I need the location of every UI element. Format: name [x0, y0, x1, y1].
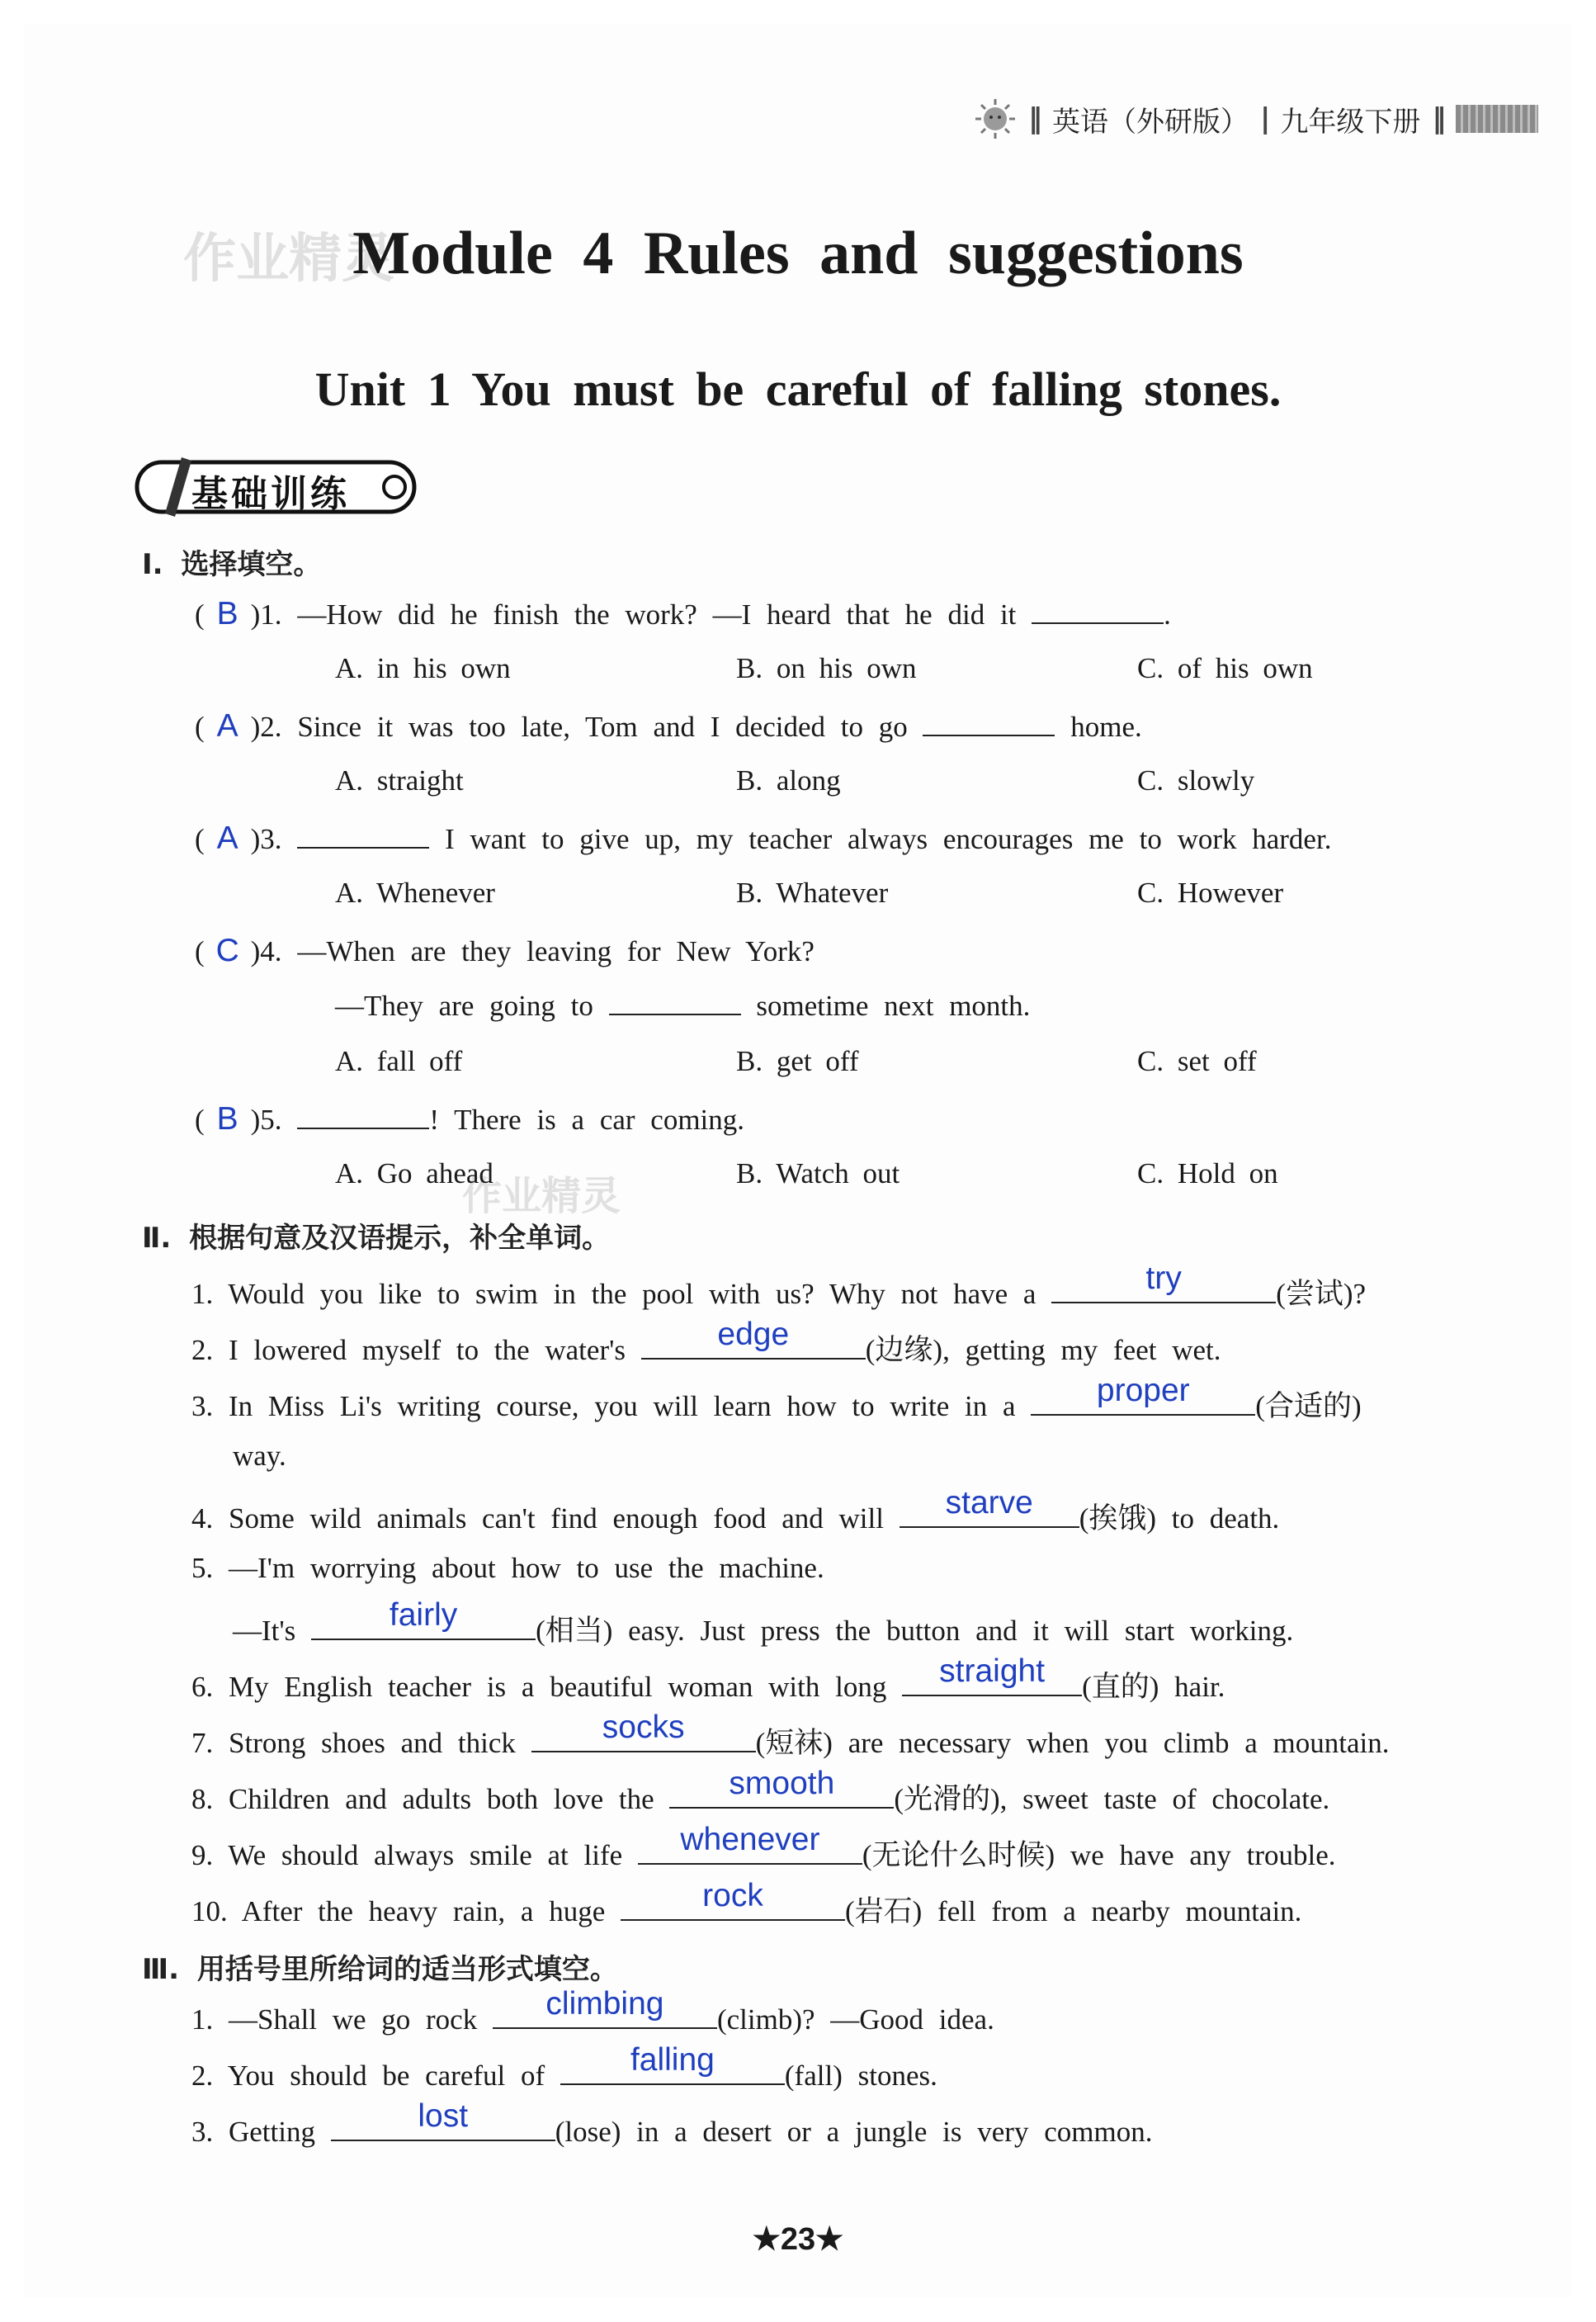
item-text: 3. Getting	[191, 2116, 315, 2148]
answer-blank[interactable]	[1051, 1260, 1276, 1303]
option-a: A. fall off	[335, 1045, 463, 1077]
badge-label: 基础训练	[191, 473, 350, 515]
item-hint: (climb)? —Good idea.	[716, 2003, 994, 2036]
option-a: A. straight	[335, 764, 464, 797]
question-text: home.	[1070, 711, 1142, 743]
item-hint: (合适的)	[1255, 1390, 1362, 1422]
answer-text: rock	[702, 1878, 763, 1913]
module-title: Module 4 Rules and suggestions	[352, 220, 1244, 287]
watermark: 作业精灵	[462, 1173, 621, 1219]
answer-blank[interactable]	[638, 1822, 862, 1865]
item-text: 2. I lowered myself to the water's	[191, 1334, 626, 1366]
question-text: —They are going to	[335, 990, 593, 1022]
header-divider: ‖	[1432, 102, 1445, 135]
running-header	[974, 97, 1538, 140]
answer-text: whenever	[680, 1822, 820, 1857]
answer-text: try	[1145, 1260, 1182, 1296]
option-c: C. Hold on	[1137, 1157, 1278, 1189]
fill-item	[191, 1766, 1330, 1818]
item-text: —It's	[233, 1615, 296, 1647]
sun-logo-icon	[974, 97, 1017, 140]
question-3: ( A )3. I want to give up, my teacher always encourages me to work harder.	[195, 821, 1332, 856]
question-number: )3.	[250, 823, 282, 855]
answer-blank[interactable]	[531, 1710, 756, 1752]
answer-blank[interactable]	[900, 1485, 1079, 1528]
item-hint: (尝试)?	[1276, 1278, 1367, 1310]
item-hint: (相当) easy. Just press the button and it will start working.	[536, 1615, 1294, 1647]
answer-text: edge	[717, 1317, 790, 1352]
option-b: B. Watch out	[736, 1157, 900, 1189]
fill-item	[191, 1822, 1336, 1874]
unit-title: Unit 1 You must be careful of falling stones.	[314, 362, 1282, 416]
option-c: C. However	[1137, 877, 1284, 909]
answer-choice: C	[215, 933, 239, 968]
question-number: )5.	[250, 1104, 282, 1136]
form-item	[191, 1986, 994, 2036]
option-b: B. along	[736, 764, 841, 797]
answer-blank[interactable]	[1032, 598, 1164, 624]
option-b: B. on his own	[736, 652, 917, 684]
fill-item: 5. —I'm worrying about how to use the machine.	[191, 1552, 824, 1584]
item-text: 6. My English teacher is a beautiful woman with long	[191, 1671, 887, 1703]
answer-choice: B	[216, 1101, 238, 1137]
section-3-title: Ⅲ. 用括号里所给词的适当形式填空。	[142, 1953, 618, 1986]
item-hint: (直的) hair.	[1082, 1671, 1225, 1703]
fill-item	[191, 1373, 1362, 1425]
option-c: C. of his own	[1137, 652, 1313, 684]
answer-text: starve	[945, 1485, 1033, 1520]
fill-item	[191, 1317, 1221, 1369]
option-c: C. set off	[1137, 1045, 1257, 1077]
answer-blank[interactable]	[297, 822, 429, 849]
question-4: ( C )4. —When are they leaving for New York?	[195, 933, 815, 968]
answer-blank[interactable]	[621, 1878, 845, 1921]
answer-blank[interactable]	[669, 1766, 894, 1809]
header-divider: |	[1260, 102, 1269, 135]
answer-blank[interactable]	[560, 2042, 785, 2085]
answer-blank[interactable]	[902, 1653, 1082, 1696]
form-item	[191, 2042, 937, 2093]
item-text: 3. In Miss Li's writing course, you will learn how to write in a	[191, 1390, 1016, 1422]
section-badge	[132, 454, 421, 518]
option-c: C. slowly	[1137, 764, 1255, 797]
item-hint: (lose) in a desert or a jungle is very common.	[555, 2116, 1153, 2148]
answer-text: falling	[630, 2042, 715, 2078]
header-gray-strip	[1456, 105, 1538, 133]
option-b: B. get off	[736, 1045, 859, 1077]
watermark: 作业精灵	[183, 229, 394, 290]
item-hint: (fall) stones.	[784, 2060, 937, 2092]
item-text: 10. After the heavy rain, a huge	[191, 1895, 606, 1927]
answer-blank[interactable]	[331, 2098, 555, 2141]
page-number	[0, 2220, 1596, 2258]
option-b: B. Whatever	[736, 877, 889, 909]
fill-item	[191, 1485, 1280, 1537]
option-a: A. Go ahead	[335, 1157, 493, 1189]
answer-choice: A	[216, 708, 238, 744]
item-hint: (岩石) fell from a nearby mountain.	[844, 1895, 1302, 1927]
question-text: —How did he finish the work? —I heard that he did it	[297, 598, 1017, 631]
question-2: ( A )2. Since it was too late, Tom and I decided to go home.	[195, 708, 1142, 744]
page-number-text: 23	[780, 2222, 816, 2257]
answer-blank[interactable]	[1031, 1373, 1255, 1416]
item-text: 1. Would you like to swim in the pool with us? Why not have a	[191, 1278, 1036, 1310]
fill-item	[191, 1653, 1225, 1705]
question-5: ( B )5. ! There is a car coming.	[195, 1101, 745, 1137]
item-hint: (边缘), getting my feet wet.	[865, 1334, 1221, 1366]
question-number: )4.	[250, 935, 282, 967]
answer-blank[interactable]	[493, 1986, 717, 2029]
form-item	[191, 2098, 1153, 2149]
star-icon: ★	[815, 2222, 844, 2257]
item-hint: (光滑的), sweet taste of chocolate.	[894, 1783, 1330, 1815]
answer-text: straight	[939, 1653, 1046, 1689]
question-text: I want to give up, my teacher always encourages me to work harder.	[445, 823, 1332, 855]
header-grade: 九年级下册	[1280, 105, 1421, 139]
section-2-title: Ⅱ. 根据句意及汉语提示，补全单词。	[142, 1222, 611, 1255]
item-text: 4. Some wild animals can't find enough food and will	[191, 1502, 884, 1535]
answer-text: lost	[418, 2098, 469, 2134]
question-number: )2.	[250, 711, 282, 743]
question-text: .	[1164, 598, 1171, 631]
item-text: 9. We should always smile at life	[191, 1839, 623, 1871]
answer-text: socks	[602, 1710, 685, 1745]
question-1: ( B )1. —How did he finish the work? —I heard that he did it .	[195, 596, 1171, 631]
answer-blank[interactable]	[311, 1597, 536, 1640]
fill-item	[233, 1597, 1294, 1649]
answer-choice: B	[216, 596, 238, 631]
answer-text: smooth	[729, 1766, 835, 1801]
option-a: A. in his own	[335, 652, 511, 684]
answer-blank[interactable]	[297, 1103, 429, 1129]
question-text: —When are they leaving for New York?	[297, 935, 815, 967]
answer-text: climbing	[545, 1986, 664, 2022]
question-number: )1.	[250, 598, 282, 631]
item-text: 1. —Shall we go rock	[191, 2003, 478, 2036]
answer-choice: A	[216, 821, 238, 856]
header-subject: 英语（外研版）	[1052, 105, 1249, 139]
fill-item-continuation: way.	[233, 1440, 286, 1472]
item-hint: (无论什么时候) we have any trouble.	[862, 1839, 1336, 1871]
item-text: 8. Children and adults both love the	[191, 1783, 654, 1815]
item-text: 7. Strong shoes and thick	[191, 1727, 516, 1759]
answer-blank[interactable]	[641, 1317, 866, 1360]
question-text: Since it was too late, Tom and I decided to go	[297, 711, 908, 743]
item-hint: (短袜) are necessary when you climb a mountain.	[755, 1727, 1390, 1759]
header-divider: ‖	[1028, 102, 1041, 135]
question-4-line-2	[335, 989, 1030, 1023]
fill-item	[191, 1710, 1390, 1762]
answer-blank[interactable]	[923, 710, 1055, 736]
question-text: sometime next month.	[756, 990, 1031, 1022]
option-a: A. Whenever	[335, 877, 495, 909]
answer-text: fairly	[389, 1597, 458, 1633]
answer-text: proper	[1096, 1373, 1190, 1408]
fill-item	[191, 1260, 1367, 1312]
item-text: 2. You should be careful of	[191, 2060, 545, 2092]
star-icon: ★	[752, 2222, 781, 2257]
section-1-title: Ⅰ. 选择填空。	[142, 548, 322, 581]
fill-item	[191, 1878, 1302, 1930]
question-text: ! There is a car coming.	[429, 1104, 745, 1136]
item-hint: (挨饿) to death.	[1079, 1502, 1280, 1535]
answer-blank[interactable]	[609, 989, 741, 1015]
